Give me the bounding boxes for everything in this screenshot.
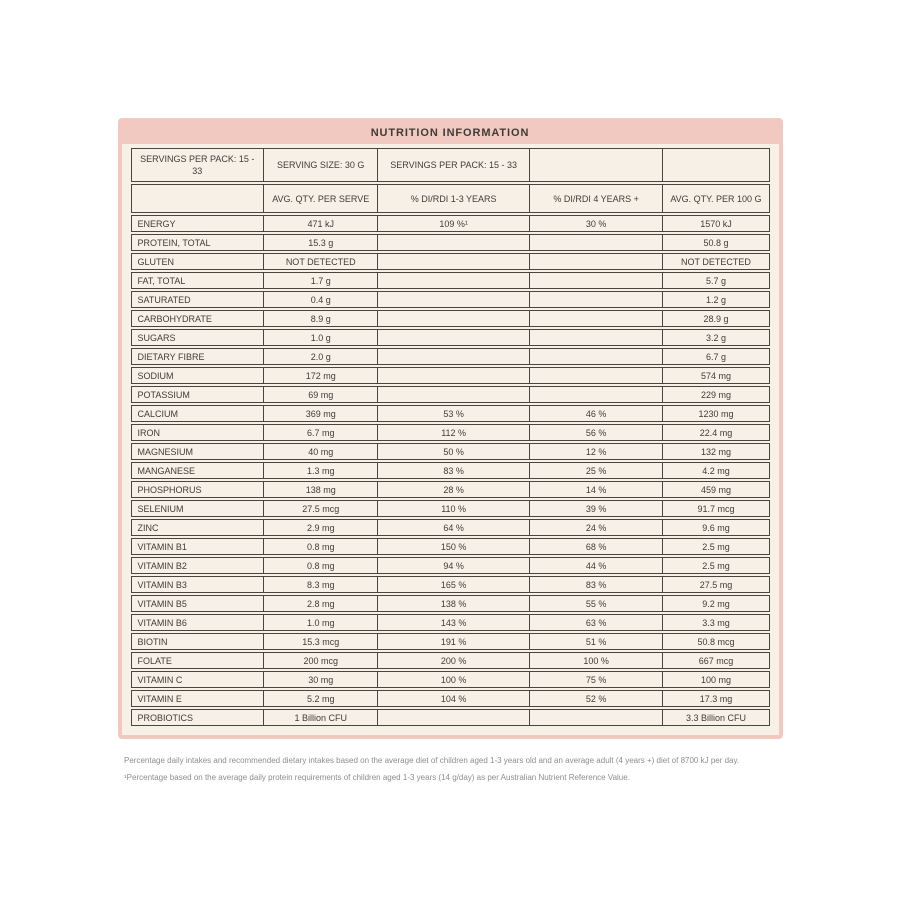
panel-title: NUTRITION INFORMATION: [370, 127, 530, 139]
nutrient-name-cell: VITAMIN B3: [131, 576, 265, 593]
di-rdi-4plus-value-cell: [530, 310, 664, 327]
table-row: [131, 272, 770, 289]
nutrient-name-cell: SELENIUM: [131, 500, 265, 517]
per-serve-value-cell: 2.9 mg: [264, 519, 378, 536]
table-row: [131, 405, 770, 422]
table-row: [131, 671, 770, 688]
di-rdi-4plus-value-cell: [530, 329, 664, 346]
di-rdi-4plus-value-cell: 55 %: [530, 595, 664, 612]
di-rdi-4plus-value-cell: 30 %: [530, 215, 664, 232]
per-serve-value-cell: 8.9 g: [264, 310, 378, 327]
per-100g-value-cell: 1230 mg: [663, 405, 769, 422]
di-rdi-4plus-value-cell: 24 %: [530, 519, 664, 536]
table-row: [131, 709, 770, 726]
per-serve-value-cell: 0.8 mg: [264, 557, 378, 574]
per-100g-value-cell: 667 mcg: [663, 652, 769, 669]
di-rdi-1-3-value-cell: 104 %: [378, 690, 529, 707]
per-serve-value-cell: 40 mg: [264, 443, 378, 460]
per-serve-value-cell: 1.3 mg: [264, 462, 378, 479]
per-100g-value-cell: 9.2 mg: [663, 595, 769, 612]
nutrient-name-cell: IRON: [131, 424, 265, 441]
di-rdi-4plus-value-cell: 44 %: [530, 557, 664, 574]
per-serve-value-cell: 369 mg: [264, 405, 378, 422]
di-rdi-4plus-value-cell: 68 %: [530, 538, 664, 555]
per-100g-value-cell: 6.7 g: [663, 348, 769, 365]
nutrient-name-cell: ENERGY: [131, 215, 265, 232]
di-rdi-1-3-value-cell: [378, 329, 529, 346]
di-rdi-1-3-value-cell: [378, 272, 529, 289]
per-serve-value-cell: 172 mg: [264, 367, 378, 384]
nutrient-name-cell: PHOSPHORUS: [131, 481, 265, 498]
per-serve-value-cell: 1 Billion CFU: [264, 709, 378, 726]
nutrient-name-cell: VITAMIN C: [131, 671, 265, 688]
nutrition-table: [131, 146, 770, 728]
per-100g-column-header: AVG. QTY. PER 100 G: [663, 184, 769, 213]
di-rdi-1-3-value-cell: 112 %: [378, 424, 529, 441]
di-rdi-4plus-value-cell: 63 %: [530, 614, 664, 631]
per-100g-value-cell: 91.7 mcg: [663, 500, 769, 517]
table-row: [131, 424, 770, 441]
nutrient-name-cell: VITAMIN B6: [131, 614, 265, 631]
table-row: [131, 633, 770, 650]
di-rdi-4plus-value-cell: 56 %: [530, 424, 664, 441]
table-row: [131, 329, 770, 346]
table-row: [131, 443, 770, 460]
di-rdi-1-3-value-cell: [378, 253, 529, 270]
table-row: [131, 576, 770, 593]
di-rdi-1-3-column-header: % DI/RDI 1-3 YEARS: [378, 184, 529, 213]
per-100g-value-cell: 229 mg: [663, 386, 769, 403]
table-row: [131, 481, 770, 498]
table-row: [131, 348, 770, 365]
per-serve-value-cell: 15.3 mcg: [264, 633, 378, 650]
di-rdi-1-3-value-cell: 191 %: [378, 633, 529, 650]
nutrient-name-cell: DIETARY FIBRE: [131, 348, 265, 365]
table-row: [131, 386, 770, 403]
pack-info-row: [131, 148, 770, 182]
di-rdi-4plus-value-cell: [530, 272, 664, 289]
per-100g-value-cell: 100 mg: [663, 671, 769, 688]
per-serve-value-cell: 200 mcg: [264, 652, 378, 669]
table-row: [131, 291, 770, 308]
table-row: [131, 310, 770, 327]
nutrient-name-cell: MANGANESE: [131, 462, 265, 479]
di-rdi-1-3-value-cell: 138 %: [378, 595, 529, 612]
di-rdi-4plus-value-cell: [530, 709, 664, 726]
di-rdi-1-3-value-cell: [378, 709, 529, 726]
table-row: [131, 652, 770, 669]
empty-header-cell: [663, 148, 769, 182]
per-serve-column-header: AVG. QTY. PER SERVE: [264, 184, 378, 213]
per-serve-value-cell: 138 mg: [264, 481, 378, 498]
di-rdi-4plus-value-cell: 46 %: [530, 405, 664, 422]
table-row: [131, 462, 770, 479]
nutrient-name-cell: CARBOHYDRATE: [131, 310, 265, 327]
per-100g-value-cell: 132 mg: [663, 443, 769, 460]
di-rdi-1-3-value-cell: 64 %: [378, 519, 529, 536]
nutrient-name-cell: VITAMIN B2: [131, 557, 265, 574]
nutrient-name-cell: POTASSIUM: [131, 386, 265, 403]
nutrient-name-cell: MAGNESIUM: [131, 443, 265, 460]
di-rdi-1-3-value-cell: [378, 291, 529, 308]
di-rdi-4plus-column-header: % DI/RDI 4 YEARS +: [530, 184, 664, 213]
di-rdi-1-3-value-cell: 110 %: [378, 500, 529, 517]
nutrient-name-cell: BIOTIN: [131, 633, 265, 650]
servings-per-pack-cell-2: SERVINGS PER PACK: 15 - 33: [378, 148, 529, 182]
di-rdi-1-3-value-cell: [378, 367, 529, 384]
per-serve-value-cell: 8.3 mg: [264, 576, 378, 593]
per-serve-value-cell: NOT DETECTED: [264, 253, 378, 270]
per-100g-value-cell: 574 mg: [663, 367, 769, 384]
per-100g-value-cell: 3.3 Billion CFU: [663, 709, 769, 726]
di-rdi-1-3-value-cell: 53 %: [378, 405, 529, 422]
di-rdi-1-3-value-cell: 94 %: [378, 557, 529, 574]
nutrient-name-cell: SUGARS: [131, 329, 265, 346]
di-rdi-4plus-value-cell: 39 %: [530, 500, 664, 517]
per-100g-value-cell: 5.7 g: [663, 272, 769, 289]
nutrient-name-cell: VITAMIN E: [131, 690, 265, 707]
per-serve-value-cell: 0.4 g: [264, 291, 378, 308]
per-100g-value-cell: 50.8 g: [663, 234, 769, 251]
per-serve-value-cell: 1.0 mg: [264, 614, 378, 631]
nutrient-name-cell: FAT, TOTAL: [131, 272, 265, 289]
table-row: [131, 519, 770, 536]
nutrient-name-cell: FOLATE: [131, 652, 265, 669]
di-rdi-4plus-value-cell: [530, 367, 664, 384]
di-rdi-1-3-value-cell: 100 %: [378, 671, 529, 688]
per-serve-value-cell: 15.3 g: [264, 234, 378, 251]
di-rdi-4plus-value-cell: 75 %: [530, 671, 664, 688]
per-serve-value-cell: 27.5 mcg: [264, 500, 378, 517]
footnote-text: Percentage daily intakes and recommended dietary intakes based on the average diet of children aged 1-3 years old and an average adult (4 years +) diet of 8700 kJ per day. ¹Percentage based on the average daily protein requirements of children aged 1-3 years (14 g/day) as per Australian Nutrient Reference Value.: [124, 756, 740, 782]
nutrient-name-cell: PROBIOTICS: [131, 709, 265, 726]
di-rdi-4plus-value-cell: [530, 253, 664, 270]
di-rdi-1-3-value-cell: [378, 386, 529, 403]
di-rdi-4plus-value-cell: 51 %: [530, 633, 664, 650]
per-serve-value-cell: 2.8 mg: [264, 595, 378, 612]
per-100g-value-cell: 3.2 g: [663, 329, 769, 346]
di-rdi-4plus-value-cell: [530, 234, 664, 251]
table-row: [131, 690, 770, 707]
per-serve-value-cell: 69 mg: [264, 386, 378, 403]
table-row: [131, 215, 770, 232]
per-serve-value-cell: 2.0 g: [264, 348, 378, 365]
table-row: [131, 614, 770, 631]
nutrient-name-cell: SODIUM: [131, 367, 265, 384]
panel-title-bar: [122, 122, 779, 144]
per-serve-value-cell: 471 kJ: [264, 215, 378, 232]
di-rdi-4plus-value-cell: [530, 291, 664, 308]
per-serve-value-cell: 1.7 g: [264, 272, 378, 289]
per-serve-value-cell: 1.0 g: [264, 329, 378, 346]
di-rdi-1-3-value-cell: 28 %: [378, 481, 529, 498]
nutrition-table-body: [131, 215, 770, 726]
di-rdi-1-3-value-cell: [378, 348, 529, 365]
di-rdi-4plus-value-cell: 12 %: [530, 443, 664, 460]
table-row: [131, 500, 770, 517]
per-100g-value-cell: 9.6 mg: [663, 519, 769, 536]
di-rdi-4plus-value-cell: [530, 348, 664, 365]
table-row: [131, 253, 770, 270]
per-100g-value-cell: 28.9 g: [663, 310, 769, 327]
nutrition-panel: [118, 118, 783, 739]
per-100g-value-cell: 22.4 mg: [663, 424, 769, 441]
di-rdi-4plus-value-cell: 25 %: [530, 462, 664, 479]
di-rdi-1-3-value-cell: 83 %: [378, 462, 529, 479]
table-row: [131, 538, 770, 555]
per-100g-value-cell: 50.8 mcg: [663, 633, 769, 650]
per-100g-value-cell: 1570 kJ: [663, 215, 769, 232]
di-rdi-4plus-value-cell: 100 %: [530, 652, 664, 669]
per-serve-value-cell: 5.2 mg: [264, 690, 378, 707]
per-100g-value-cell: 1.2 g: [663, 291, 769, 308]
di-rdi-4plus-value-cell: [530, 386, 664, 403]
per-serve-value-cell: 6.7 mg: [264, 424, 378, 441]
table-row: [131, 367, 770, 384]
di-rdi-1-3-value-cell: [378, 310, 529, 327]
table-row: [131, 234, 770, 251]
nutrient-name-cell: PROTEIN, TOTAL: [131, 234, 265, 251]
per-100g-value-cell: 4.2 mg: [663, 462, 769, 479]
nutrient-name-cell: GLUTEN: [131, 253, 265, 270]
per-100g-value-cell: 17.3 mg: [663, 690, 769, 707]
nutrient-name-cell: VITAMIN B5: [131, 595, 265, 612]
di-rdi-1-3-value-cell: 200 %: [378, 652, 529, 669]
di-rdi-1-3-value-cell: 165 %: [378, 576, 529, 593]
di-rdi-4plus-value-cell: 52 %: [530, 690, 664, 707]
servings-per-pack-cell: SERVINGS PER PACK: 15 - 33: [131, 148, 265, 182]
di-rdi-1-3-value-cell: 50 %: [378, 443, 529, 460]
nutrient-name-cell: ZINC: [131, 519, 265, 536]
per-100g-value-cell: 2.5 mg: [663, 538, 769, 555]
di-rdi-1-3-value-cell: [378, 234, 529, 251]
per-100g-value-cell: 459 mg: [663, 481, 769, 498]
di-rdi-4plus-value-cell: 14 %: [530, 481, 664, 498]
nutrient-column-header: [131, 184, 265, 213]
di-rdi-1-3-value-cell: 150 %: [378, 538, 529, 555]
di-rdi-1-3-value-cell: 109 %¹: [378, 215, 529, 232]
per-100g-value-cell: 3.3 mg: [663, 614, 769, 631]
per-serve-value-cell: 0.8 mg: [264, 538, 378, 555]
di-rdi-1-3-value-cell: 143 %: [378, 614, 529, 631]
per-100g-value-cell: 27.5 mg: [663, 576, 769, 593]
per-100g-value-cell: 2.5 mg: [663, 557, 769, 574]
serving-size-cell: SERVING SIZE: 30 G: [264, 148, 378, 182]
empty-header-cell: [530, 148, 664, 182]
nutrient-name-cell: SATURATED: [131, 291, 265, 308]
column-header-row: [131, 184, 770, 213]
table-row: [131, 557, 770, 574]
table-row: [131, 595, 770, 612]
di-rdi-4plus-value-cell: 83 %: [530, 576, 664, 593]
nutrient-name-cell: CALCIUM: [131, 405, 265, 422]
nutrient-name-cell: VITAMIN B1: [131, 538, 265, 555]
per-serve-value-cell: 30 mg: [264, 671, 378, 688]
per-100g-value-cell: NOT DETECTED: [663, 253, 769, 270]
